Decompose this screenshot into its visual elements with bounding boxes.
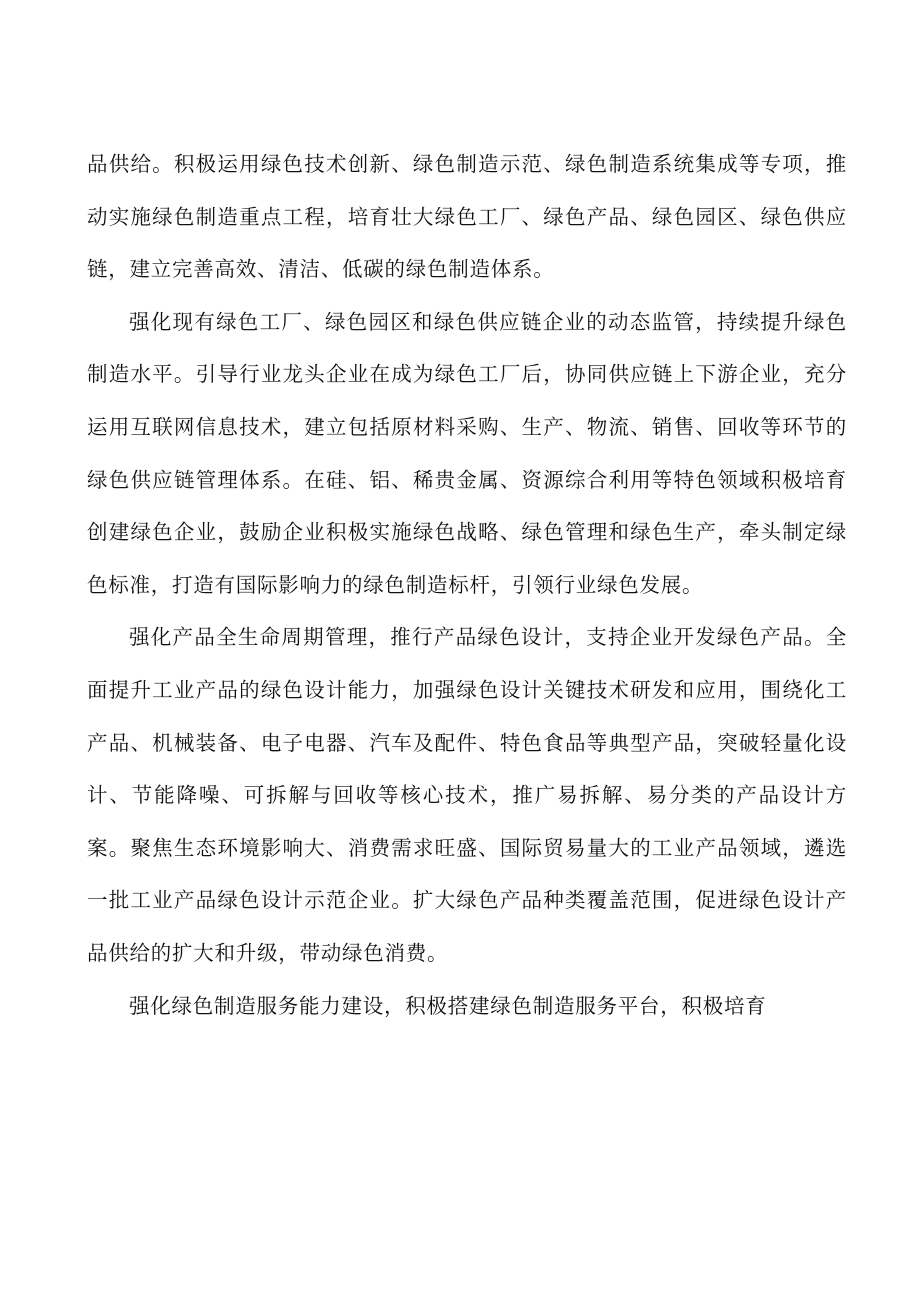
paragraph-1: 品供给。积极运用绿色技术创新、绿色制造示范、绿色制造系统集成等专项，推动实施绿色制造重点工程，培育壮大绿色工厂、绿色产品、绿色园区、绿色供应链，建立完善高效、清洁、低碳的绿色制造体系。 (87, 152, 847, 282)
paragraph-2: 强化现有绿色工厂、绿色园区和绿色供应链企业的动态监管，持续提升绿色制造水平。引导行业龙头企业在成为绿色工厂后，协同供应链上下游企业，充分运用互联网信息技术，建立包括原材料采购、生产、物流、销售、回收等环节的绿色供应链管理体系。在硅、铝、稀贵金属、资源综合利用等特色领域积极培育创建绿色企业，鼓励企业积极实施绿色战略、绿色管理和绿色生产，牵头制定绿色标准，打造有国际影响力的绿色制造标杆，引领行业绿色发展。 (87, 309, 847, 597)
paragraph-3: 强化产品全生命周期管理，推行产品绿色设计，支持企业开发绿色产品。全面提升工业产品的绿色设计能力，加强绿色设计关键技术研发和应用，围绕化工产品、机械装备、电子电器、汽车及配件、特色食品等典型产品，突破轻量化设计、节能降噪、可拆解与回收等核心技术，推广易拆解、易分类的产品设计方案。聚焦生态环境影响大、消费需求旺盛、国际贸易量大的工业产品领域，遴选一批工业产品绿色设计示范企业。扩大绿色产品种类覆盖范围，促进绿色设计产品供给的扩大和升级，带动绿色消费。 (87, 625, 847, 965)
document-page (87, 138, 847, 1032)
paragraph-4: 强化绿色制造服务能力建设，积极搭建绿色制造服务平台，积极培育 (129, 993, 767, 1018)
